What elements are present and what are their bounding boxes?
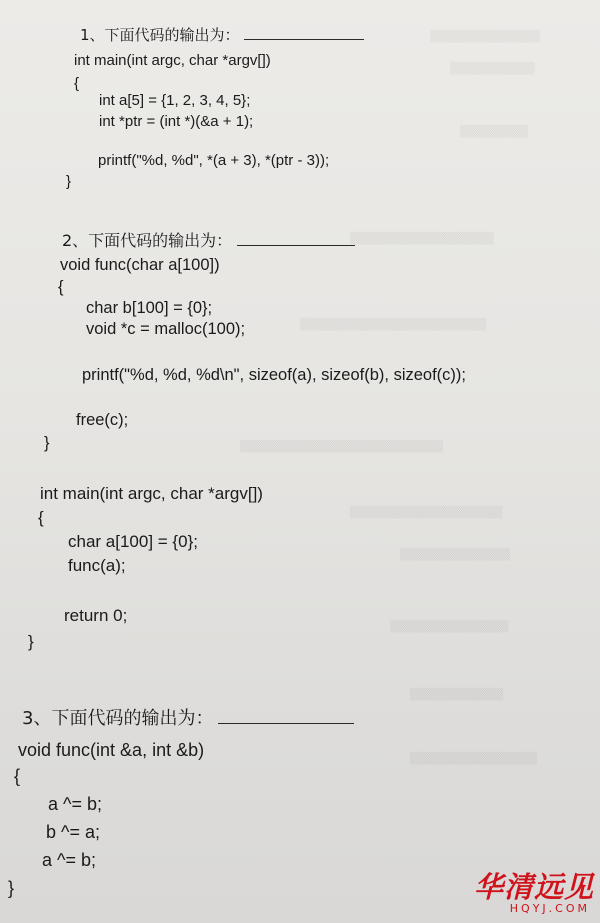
code-line: }	[44, 434, 50, 452]
bleed-through-text: ▒▒▒▒▒▒▒▒▒▒	[450, 62, 535, 75]
bleed-through-text: ▒▒▒▒▒▒▒▒▒▒▒	[410, 688, 504, 701]
question-3-title: 3、下面代码的输出为：	[22, 708, 214, 729]
code-line: return 0;	[64, 606, 128, 625]
brand-watermark-cn: 华清远见	[473, 870, 594, 904]
bleed-through-text: ▒▒▒▒▒▒▒▒▒▒▒▒▒▒	[390, 620, 509, 633]
answer-blank-3	[218, 723, 354, 724]
question-3	[22, 704, 354, 730]
question-1	[80, 24, 364, 45]
bleed-through-text: ▒▒▒▒▒▒▒▒▒▒▒▒▒▒▒	[410, 752, 537, 765]
bleed-through-text: ▒▒▒▒▒▒▒▒▒▒▒▒▒▒▒▒▒▒▒▒▒▒▒▒	[240, 440, 444, 453]
bleed-through-text: ▒▒▒▒▒▒▒▒▒▒▒▒▒	[400, 548, 510, 561]
bleed-through-text: ▒▒▒▒▒▒▒▒	[460, 125, 528, 138]
code-line: void func(char a[100])	[60, 256, 220, 274]
bleed-through-text: ▒▒▒▒▒▒▒▒▒▒▒▒▒▒▒▒▒▒▒▒▒▒	[300, 318, 487, 331]
code-line: int *ptr = (int *)(&a + 1);	[99, 113, 254, 130]
question-2-title: 2、下面代码的输出为：	[62, 231, 233, 250]
code-line: {	[14, 766, 21, 786]
answer-blank-1	[244, 39, 364, 40]
code-line: {	[58, 278, 64, 296]
code-line: }	[66, 173, 72, 190]
question-1-title: 1、下面代码的输出为：	[80, 26, 240, 44]
code-line: }	[8, 878, 15, 898]
code-line: printf("%d, %d", *(a + 3), *(ptr - 3));	[98, 152, 330, 169]
code-line: a ^= b;	[42, 850, 96, 870]
code-line: a ^= b;	[48, 794, 102, 814]
bleed-through-text: ▒▒▒▒▒▒▒▒▒▒▒▒▒	[430, 30, 540, 43]
bleed-through-text: ▒▒▒▒▒▒▒▒▒▒▒▒▒▒▒▒▒	[350, 232, 494, 245]
code-line: char b[100] = {0};	[86, 299, 213, 317]
code-line: int main(int argc, char *argv[])	[74, 52, 271, 69]
code-line: char a[100] = {0};	[68, 532, 198, 551]
brand-watermark-en: HQYJ.COM	[509, 902, 590, 915]
code-line: free(c);	[76, 411, 129, 429]
code-line: printf("%d, %d, %d\n", sizeof(a), sizeof(b), sizeof(c));	[82, 366, 466, 384]
code-line: int main(int argc, char *argv[])	[40, 484, 263, 503]
code-line: int a[5] = {1, 2, 3, 4, 5};	[99, 92, 251, 109]
brand-watermark-logo	[444, 865, 594, 917]
code-line: void *c = malloc(100);	[86, 320, 246, 338]
question-2	[62, 228, 355, 251]
bleed-through-text: ▒▒▒▒▒▒▒▒▒▒▒▒▒▒▒▒▒▒	[350, 506, 503, 519]
code-line: void func(int &a, int &b)	[18, 740, 205, 760]
code-line: {	[74, 75, 80, 92]
code-line: {	[38, 508, 44, 527]
code-line: func(a);	[68, 556, 126, 575]
code-line: }	[28, 632, 34, 651]
answer-blank-2	[237, 245, 355, 246]
code-line: b ^= a;	[46, 822, 100, 842]
